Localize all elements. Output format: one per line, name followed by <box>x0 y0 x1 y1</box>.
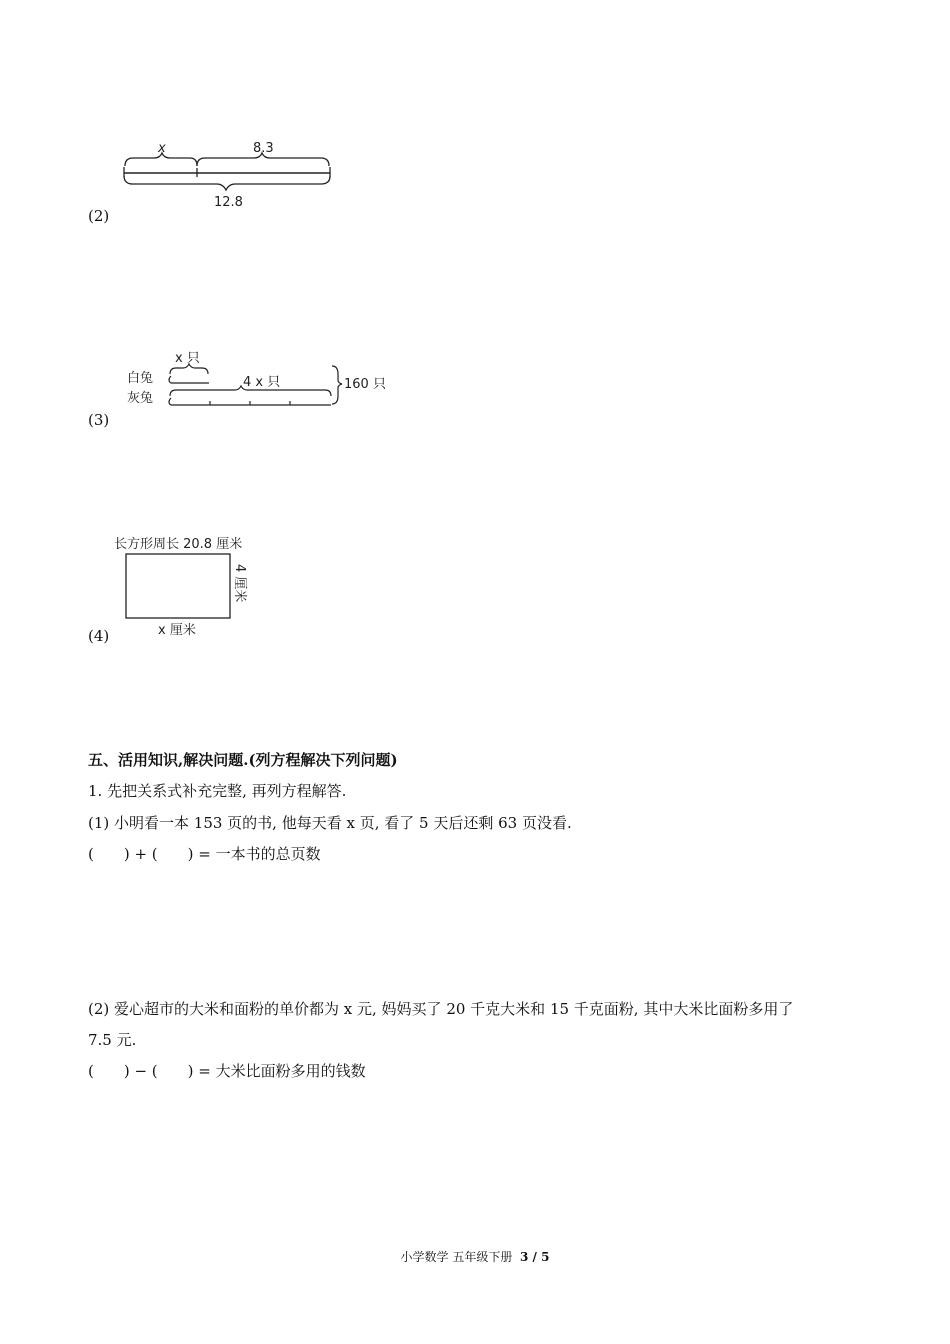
segment-8-3-label: 8.3 <box>253 141 274 156</box>
gray-rabbit-label: 灰兔 <box>127 391 154 406</box>
page-footer <box>0 1248 950 1265</box>
figure-2-label: (2) <box>88 207 110 225</box>
total-12-8-label: 12.8 <box>214 195 243 210</box>
bottom-brace-12-8 <box>124 176 330 190</box>
white-rabbit-count-label: x 只 <box>175 351 200 366</box>
footer-subject: 小学数学 五年级下册 <box>400 1250 513 1264</box>
white-rabbit-label: 白兔 <box>127 371 154 386</box>
gray-rabbit-count-label: 4 x 只 <box>243 375 281 390</box>
rabbit-diagram-figure-3 <box>125 346 395 416</box>
segment-x-label: x <box>158 141 166 156</box>
page-number: 3 / 5 <box>520 1250 550 1264</box>
question-1-2-relation: ( ) − ( ) = 大米比面粉多用的钱数 <box>88 1062 366 1080</box>
line-diagram-figure-2 <box>118 136 338 211</box>
rectangle-length-label: x 厘米 <box>158 623 196 638</box>
rectangle-width-label: 4 厘米 <box>232 564 247 603</box>
total-rabbits-label: 160 只 <box>344 377 386 392</box>
question-1-1-relation: ( ) + ( ) = 一本书的总页数 <box>88 845 321 863</box>
question-1-2-text-line2: 7.5 元. <box>88 1031 137 1049</box>
figure-4-label: (4) <box>88 627 110 645</box>
top-brace-8-3 <box>197 153 329 166</box>
top-brace-x <box>125 153 197 166</box>
question-1-1-text: (1) 小明看一本 153 页的书, 他每天看 x 页, 看了 5 天后还剩 63 页没看. <box>88 814 572 832</box>
section-5-title: 五、活用知识,解决问题.(列方程解决下列问题) <box>88 751 398 769</box>
rectangle-diagram-figure-4 <box>112 530 272 645</box>
rectangle-perimeter-label: 长方形周长 20.8 厘米 <box>114 537 243 552</box>
figure-3-label: (3) <box>88 411 110 429</box>
question-1-2-text-line1: (2) 爱心超市的大米和面粉的单价都为 x 元, 妈妈买了 20 千克大米和 15 千克面粉, 其中大米比面粉多用了 <box>88 1000 794 1018</box>
question-1-intro: 1. 先把关系式补充完整, 再列方程解答. <box>88 782 347 800</box>
